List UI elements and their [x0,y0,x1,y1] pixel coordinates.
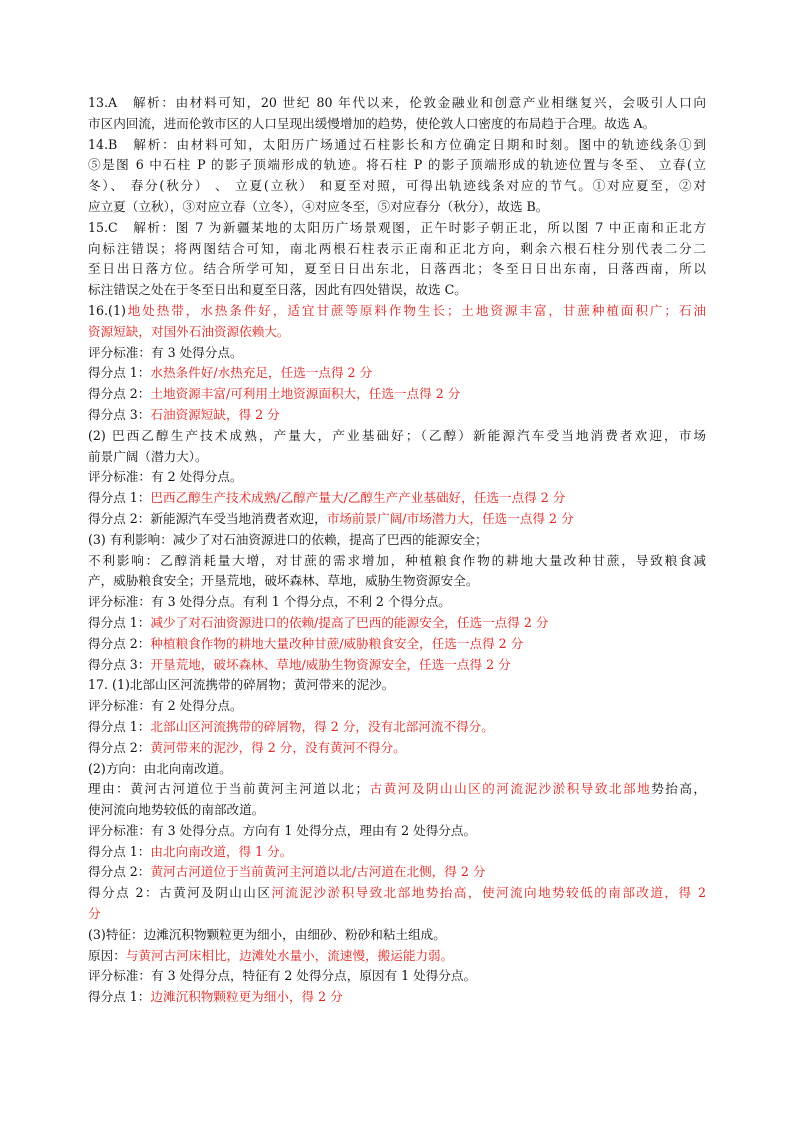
highlighted-answer-text: 水热条件好/水热充足，任选一点得 2 分 [150,365,373,381]
text-run: 17. (1)北部山区河流携带的碎屑物；黄河带来的泥沙。 [88,677,395,693]
text-run: 得分点 3： [88,656,151,672]
text-line [88,779,706,800]
text-run: 得分点 1： [88,718,151,734]
answer-text [88,93,706,1008]
text-run: 15.C 解析：图 7 为新疆某地的太阳历广场景观图，正午时影子朝正北，所以图 7 中正南和正北方 [88,219,706,235]
highlighted-answer-text: 土地资源丰富/可利用土地资源面积大，任选一点得 2 分 [150,386,461,402]
text-line [88,821,706,842]
text-run: (2)方向：由北向南改道。 [88,760,232,776]
text-line [88,966,706,987]
text-run: 冬）、 春分(秋分） 、 立夏(立秋） 和夏至对照，可得出轨迹线条对应的节气。①对应夏至，②对 [88,178,706,194]
text-line [88,509,706,530]
highlighted-answer-text: 市场前景广阔/市场潜力大，任选一点得 2 分 [326,510,574,526]
text-run: 得分点 3： [88,406,151,422]
text-line [88,883,706,904]
text-line [88,696,706,717]
highlighted-answer-text: 巴西乙醇生产技术成熟/乙醇产量大/乙醇生产产业基础好，任选一点得 2 分 [150,490,566,506]
text-line [88,384,706,405]
text-run: (3)特征：边滩沉积物颗粒更为细小，由细砂、粉砂和粘土组成。 [88,926,446,942]
highlighted-answer-text: 资源短缺，对国外石油资源依赖大。 [88,323,290,339]
text-line [88,551,706,572]
text-line [88,946,706,967]
text-line [88,343,706,364]
text-run: 向标注错误；将两图结合可知，南北两根石柱表示正南和正北方向，剩余六根石柱分别代表二分二 [88,240,706,256]
text-run: 得分点 1： [88,614,151,630]
text-line [88,259,706,280]
highlighted-answer-text: 河流泥沙淤积导致北部地势抬高，使河流向地势较低的南部改道，得 2 [271,885,706,901]
text-run: 评分标准：有 3 处得分点。 [88,344,243,360]
text-line [88,322,706,343]
highlighted-answer-text: 黄河古河道位于当前黄河主河道以北/古河道在北侧，得 2 分 [150,864,486,880]
highlighted-answer-text: 北部山区河流携带的碎屑物，得 2 分，没有北部河流不得分。 [150,718,494,734]
text-line [88,738,706,759]
highlighted-answer-text: 由北向南改道，得 1 分。 [150,843,293,859]
text-run: 得分点 1： [88,365,151,381]
text-run: 势抬高， [651,781,706,797]
text-line [88,197,706,218]
text-line [88,218,706,239]
text-line [88,571,706,592]
text-line [88,280,706,301]
text-run: 评分标准：有 3 处得分点。方向有 1 处得分点，理由有 2 处得分点。 [88,822,477,838]
text-run: 得分点 2：古黄河及阴山山区 [88,885,272,901]
text-line [88,613,706,634]
text-run: 14.B 解析：由材料可知，太阳历广场通过石柱影长和方位确定日期和时刻。图中的轨迹线条①到 [88,136,706,152]
text-line [88,363,706,384]
text-run: 理由：黄河古河道位于当前黄河主河道以北； [88,781,369,797]
text-run: 16.(1) [88,302,126,318]
text-run: 得分点 2： [88,386,151,402]
text-line [88,925,706,946]
text-line [88,447,706,468]
text-run: 评分标准：有 3 处得分点。有利 1 个得分点，不利 2 个得分点。 [88,594,451,610]
highlighted-answer-text: 古黄河及阴山山区的河流泥沙淤积导致北部地 [368,781,652,797]
text-line [88,530,706,551]
text-run: 得分点 2： [88,635,151,651]
text-line [88,488,706,509]
highlighted-answer-text: 地处热带，水热条件好，适宜甘蔗等原料作物生长；土地资源丰富，甘蔗种植面积广；石油 [125,302,706,318]
highlighted-answer-text: 分 [88,906,101,922]
highlighted-answer-text: 开垦荒地，破坏森林、草地/威胁生物资源安全，任选一点得 2 分 [150,656,511,672]
text-line [88,592,706,613]
text-run: 得分点 2： [88,864,151,880]
text-line [88,301,706,322]
text-run: (2) 巴西乙醇生产技术成熟，产量大，产业基础好；（乙醇）新能源汽车受当地消费者欢迎，市场 [88,427,706,443]
text-line [88,759,706,780]
text-run: 得分点 1： [88,490,151,506]
text-line [88,634,706,655]
highlighted-answer-text: 与黄河古河床相比，边滩处水量小，流速慢，搬运能力弱。 [125,947,454,963]
text-run: 前景广阔（潜力大）。 [88,448,208,464]
text-line [88,93,706,114]
text-line [88,135,706,156]
text-run: ⑤是图 6 中石柱 P 的影子顶端形成的轨迹。将石柱 P 的影子顶端形成的轨迹位置与冬至、 立春(立 [88,157,706,173]
text-run: 使河流向地势较低的南部改道。 [88,802,265,818]
text-run: 得分点 2： [88,739,151,755]
text-run: 评分标准：有 2 处得分点。 [88,469,243,485]
text-run: 产，威胁粮食安全；开垦荒地，破坏森林、草地，威胁生物资源安全。 [88,573,479,589]
text-run: 得分点 1： [88,989,151,1005]
text-line [88,862,706,883]
highlighted-answer-text: 边滩沉积物颗粒更为细小，得 2 分 [150,989,343,1005]
text-run: 得分点 1： [88,843,151,859]
highlighted-answer-text: 黄河带来的泥沙，得 2 分，没有黄河不得分。 [150,739,406,755]
text-line [88,467,706,488]
text-run: 得分点 2：新能源汽车受当地消费者欢迎， [88,510,327,526]
text-run: 原因： [88,947,126,963]
text-run: 不利影响：乙醇消耗量大增，对甘蔗的需求增加，种植粮食作物的耕地大量改种甘蔗，导致粮食减 [88,552,706,568]
text-line [88,426,706,447]
text-run: (3) 有利影响：减少了对石油资源进口的依赖，提高了巴西的能源安全； [88,531,488,547]
text-run: 评分标准：有 2 处得分点。 [88,698,243,714]
text-line [88,155,706,176]
highlighted-answer-text: 石油资源短缺，得 2 分 [150,406,280,422]
text-line [88,114,706,135]
text-line [88,655,706,676]
highlighted-answer-text: 减少了对石油资源进口的依赖/提高了巴西的能源安全，任选一点得 2 分 [150,614,549,630]
text-run: 13.A 解析：由材料可知，20 世纪 80 年代以来，伦敦金融业和创意产业相继复兴，会吸引人口向 [88,95,706,110]
highlighted-answer-text: 种植粮食作物的耕地大量改种甘蔗/威胁粮食安全，任选一点得 2 分 [150,635,524,651]
text-line [88,176,706,197]
text-run: 标注错误之处在于冬至日出和夏至日落，因此有四处错误，故选 C。 [88,282,467,298]
text-line [88,239,706,260]
text-line [88,800,706,821]
text-line [88,675,706,696]
text-line [88,717,706,738]
text-run: 评分标准：有 3 处得分点，特征有 2 处得分点，原因有 1 处得分点。 [88,968,477,984]
text-line [88,904,706,925]
text-line [88,842,706,863]
text-run: 应立夏（立秋），③对应立春（立冬），④对应冬至，⑤对应春分（秋分），故选 B。 [88,198,549,214]
text-run: 至日出日落方位。结合所学可知，夏至日日出东北，日落西北；冬至日日出东南，日落西南，所以 [88,261,706,277]
text-line [88,987,706,1008]
text-line [88,405,706,426]
text-run: 市区内回流，进而伦敦市区的人口呈现出缓慢增加的趋势，使伦敦人口密度的布局趋于合理。故选 A。 [88,115,656,131]
